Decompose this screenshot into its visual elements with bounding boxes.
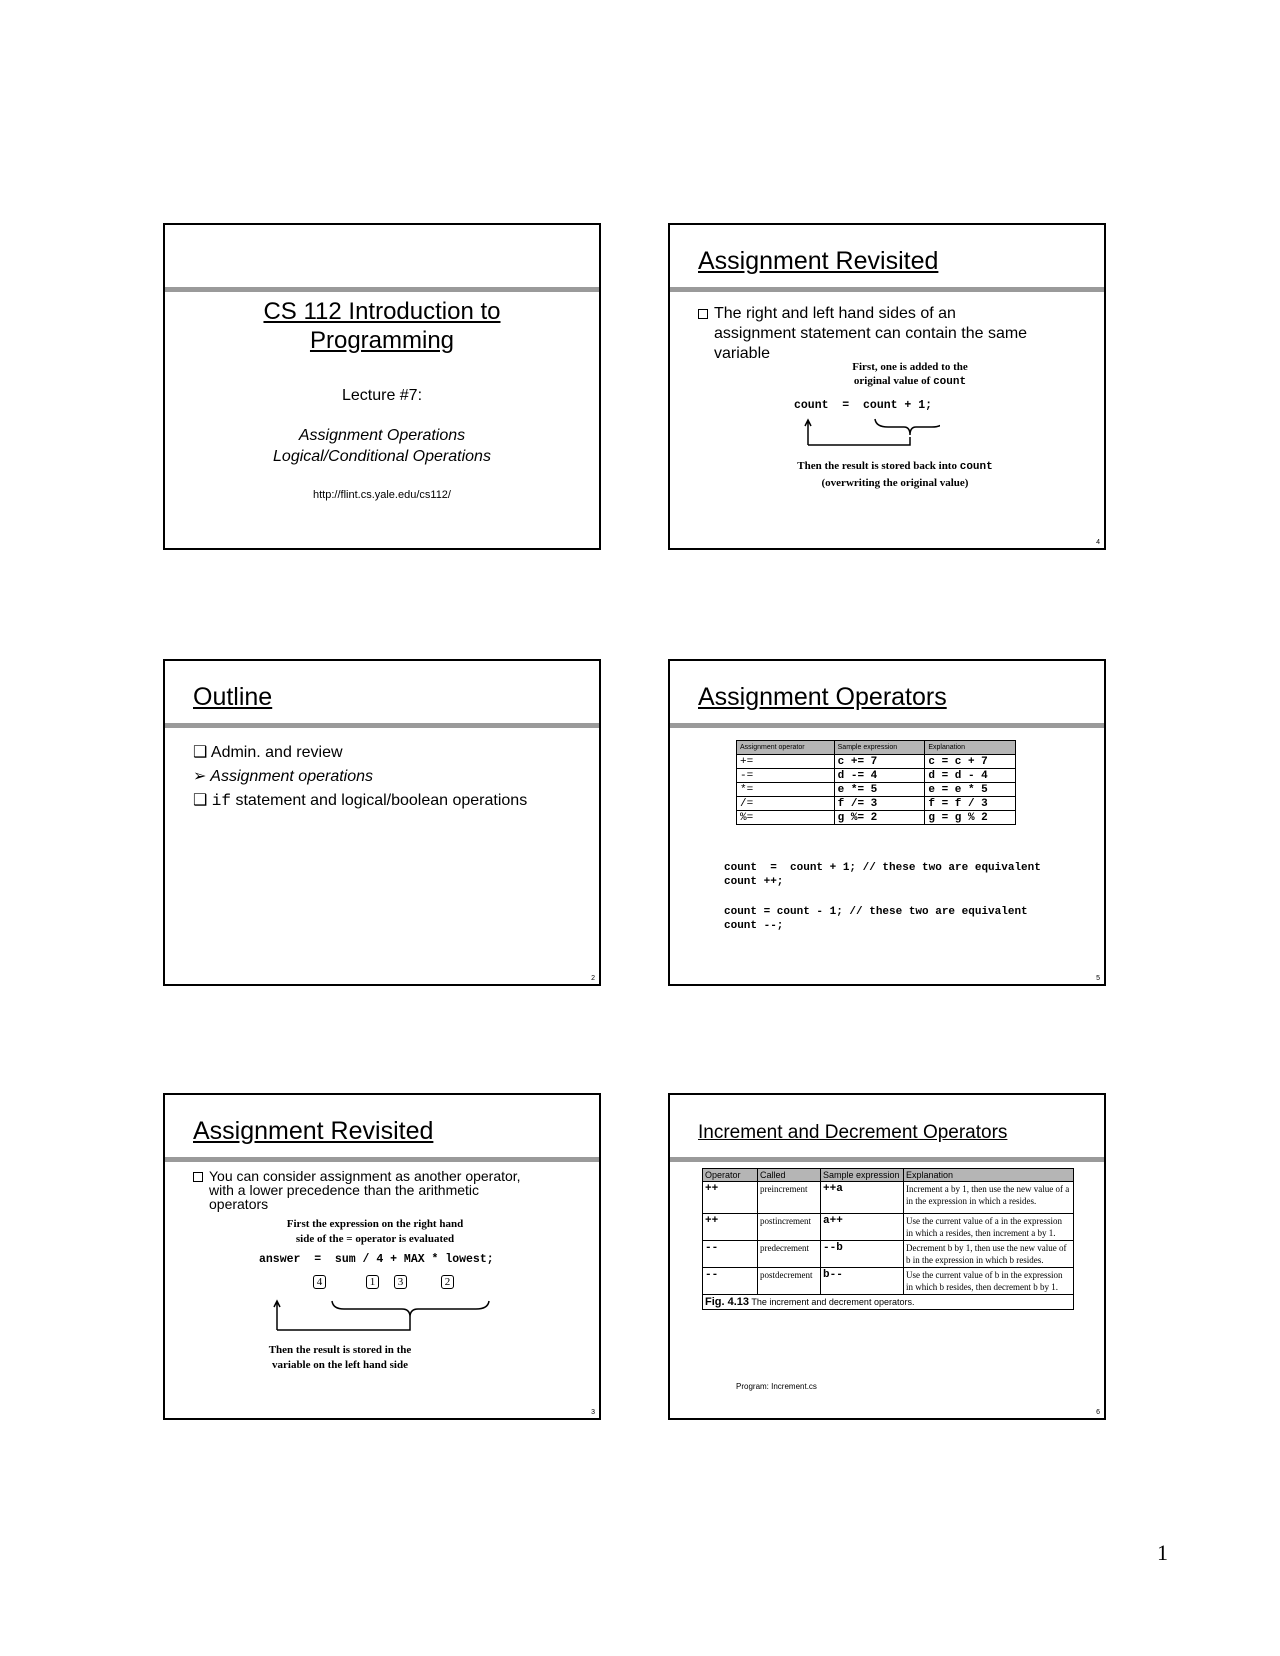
table-row: += c += 7 c = c + 7 (737, 755, 1016, 769)
slide-heading: Assignment Revisited (698, 247, 939, 275)
outline-item: ❑ if statement and logical/boolean operations (193, 792, 528, 810)
slide-assignment-revisited-count (668, 223, 1106, 550)
title-divider (670, 1157, 1104, 1162)
assignment-operators-table (736, 740, 1016, 825)
course-url[interactable]: http://flint.cs.yale.edu/cs112/ (313, 489, 451, 501)
course-title: CS 112 Introduction to Programming (263, 298, 501, 354)
table-caption-row: Fig. 4.13 The increment and decrement operators. (703, 1295, 1074, 1310)
checkbox-bullet-icon: ❑ (193, 792, 208, 809)
bullet-text: The right and left hand sides of an assignment statement can contain the same variable (698, 304, 1027, 364)
slide-increment-decrement (668, 1093, 1106, 1420)
table-header-row: Operator Called Sample expression Explanation (703, 1169, 1074, 1182)
slide-heading: Assignment Revisited (193, 1117, 434, 1145)
table-row: -= d -= 4 d = d - 4 (737, 769, 1016, 783)
table-row: ++ postincrement a++ Use the current value of a in the expression in which a resides, then increment a by 1. (703, 1214, 1074, 1241)
note-bottom: Then the result is stored back into count (overwriting the original value) (797, 460, 993, 489)
table-row: -- predecrement --b Decrement b by 1, then use the new value of b in the expression in which b resides. (703, 1241, 1074, 1268)
slide-outline (163, 659, 601, 986)
bullet-text: You can consider assignment as another operator, with a lower precedence than the arithmetic operators (193, 1169, 521, 1211)
outline-list (193, 741, 527, 813)
slide-heading: Increment and Decrement Operators (698, 1122, 1008, 1143)
table-row: /= f /= 3 f = f / 3 (737, 797, 1016, 811)
evaluation-order-label: 3 (394, 1275, 407, 1289)
title-divider (670, 287, 1104, 292)
lecture-number: Lecture #7: (341, 387, 423, 404)
page-number: 1 (1157, 1540, 1168, 1565)
title-divider (670, 723, 1104, 728)
lecture-topics: Assignment Operations Logical/Conditional Operations (273, 427, 491, 465)
slide-number: 3 (591, 1409, 595, 1416)
table-row: *= e *= 5 e = e * 5 (737, 783, 1016, 797)
evaluation-order-label: 4 (313, 1275, 326, 1289)
arrow-diagram (800, 415, 940, 455)
slide-heading: Assignment Operators (698, 683, 947, 711)
program-file: Program: Increment.cs (736, 1382, 817, 1391)
title-divider (165, 287, 599, 292)
slide-title (163, 223, 601, 550)
table-row: %= g %= 2 g = g % 2 (737, 811, 1016, 825)
slide-number: 2 (591, 975, 595, 982)
slide-number: 5 (1096, 975, 1100, 982)
slide-number: 4 (1096, 539, 1100, 546)
note-top: First, one is added to the original value of count (852, 361, 968, 388)
table-row: -- postdecrement b-- Use the current value of b in the expression in which b resides, then decrement b by 1. (703, 1268, 1074, 1295)
outline-item: ❑ Admin. and review (193, 744, 343, 761)
arrow-diagram (270, 1295, 510, 1335)
title-divider (165, 723, 599, 728)
note-top: First the expression on the right hand side of the = operator is evaluated (286, 1218, 464, 1245)
checkbox-bullet-icon: ❑ (193, 744, 208, 761)
slide-number: 6 (1096, 1409, 1100, 1416)
checkbox-bullet-icon (698, 309, 708, 319)
slide-assignment-revisited-precedence (163, 1093, 601, 1420)
increment-decrement-table (702, 1168, 1074, 1310)
table-header-row: Assignment operator Sample expression Explanation (737, 741, 1016, 755)
table-row: ++ preincrement ++a Increment a by 1, then use the new value of a in the expression in which a resides. (703, 1182, 1074, 1214)
code-statement: count = count + 1; (794, 399, 933, 412)
slide-heading: Outline (193, 683, 273, 711)
note-bottom: Then the result is stored in the variable on the left hand side (268, 1344, 412, 1371)
slide-assignment-operators (668, 659, 1106, 986)
evaluation-order-label: 1 (366, 1275, 379, 1289)
code-statement: answer = sum / 4 + MAX * lowest; (259, 1253, 494, 1266)
equivalence-code: count = count + 1; // these two are equivalent count ++; count = count - 1; // these two are equivalent count --; (724, 862, 1041, 932)
outline-item-current: ➢ Assignment operations (193, 768, 374, 785)
title-divider (165, 1157, 599, 1162)
checkbox-bullet-icon (193, 1172, 203, 1182)
arrow-bullet-icon: ➢ (193, 768, 207, 785)
evaluation-order-label: 2 (441, 1275, 454, 1289)
